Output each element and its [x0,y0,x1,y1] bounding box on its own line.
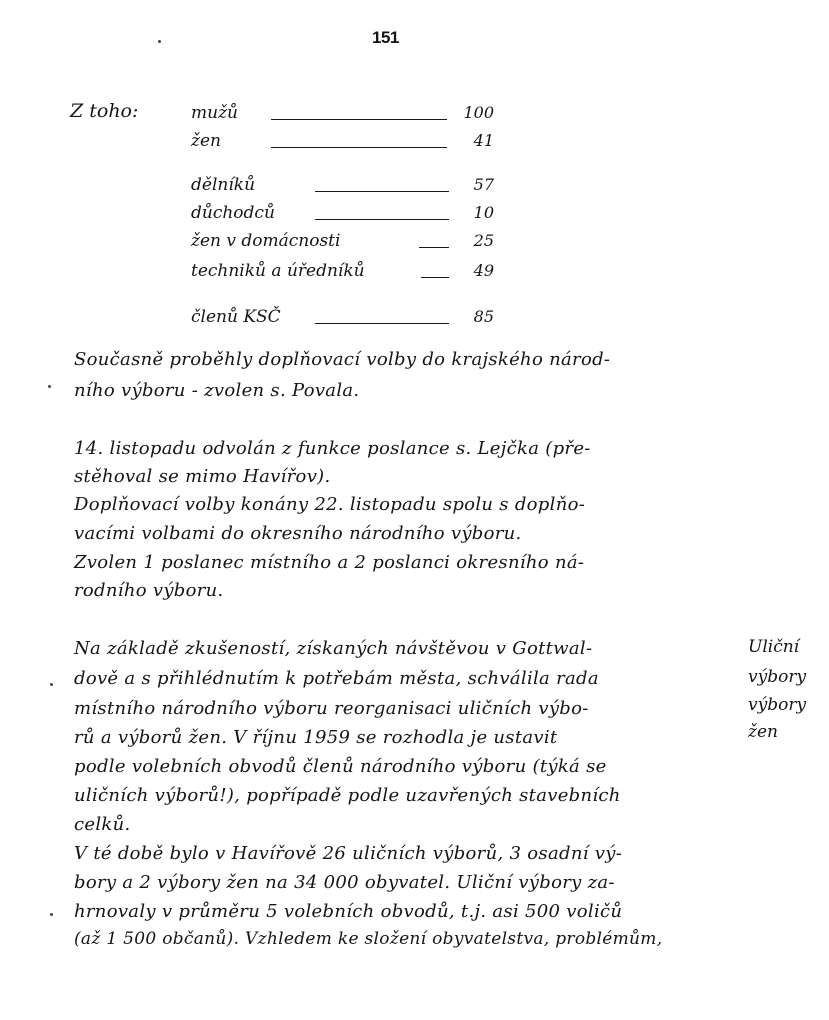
text-line: V té době bylo v Havířově 26 uličních výborů, 3 osadní vý- [74,843,623,864]
text-line: (až 1 500 občanů). Vzhledem ke složení obyvatelstva, problémům, [74,929,663,949]
scan-speck [50,913,53,916]
margin-note-line: Uliční [748,637,800,657]
scan-speck [50,683,53,686]
text-line: celků. [74,814,131,835]
stat-label: techniků a úředníků [191,261,365,281]
fill-line [315,219,449,220]
stat-label: důchodců [191,203,275,223]
stat-value: 57 [473,175,494,194]
scan-speck [48,385,51,388]
fill-line [271,147,447,148]
stat-label: žen [191,131,221,151]
stat-label: členů KSČ [191,307,281,327]
stat-label: žen v domácnosti [191,231,341,251]
text-line: ního výboru - zvolen s. Povala. [74,380,360,401]
text-line: 14. listopadu odvolán z funkce poslance s. Lejčka (pře- [74,438,591,459]
page-number: 151 [372,28,399,47]
margin-note-line: žen [748,722,778,742]
fill-line [419,247,449,248]
stat-value: 49 [473,261,494,280]
stat-value: 25 [473,231,494,250]
text-line: stěhoval se mimo Havířov). [74,466,331,487]
text-line: místního národního výboru reorganisaci uličních výbo- [74,698,589,719]
text-line: dově a s přihlédnutím k potřebám města, schválila rada [74,668,599,689]
text-line: podle volebních obvodů členů národního výboru (týká se [74,756,607,777]
margin-note-line: výbory [748,695,807,715]
scan-speck [158,40,161,43]
text-line: Doplňovací volby konány 22. listopadu spolu s doplňo- [74,494,586,515]
text-line: uličních výborů!), popřípadě podle uzavřených stavebních [74,785,621,806]
fill-line [271,119,447,120]
stat-value: 10 [473,203,494,222]
text-line: rů a výborů žen. V říjnu 1959 se rozhodla je ustavit [74,727,558,748]
stats-lead: Z toho: [70,100,139,122]
text-line: Zvolen 1 poslanec místního a 2 poslanci okresního ná- [74,552,585,573]
fill-line [315,191,449,192]
text-line: vacími volbami do okresního národního výboru. [74,523,522,544]
fill-line [315,323,449,324]
stat-value: 41 [473,131,494,150]
stat-value: 100 [463,103,494,122]
text-line: Současně proběhly doplňovací volby do krajského národ- [74,349,611,370]
text-line: Na základě zkušeností, získaných návštěvou v Gottwal- [74,638,593,659]
stat-label: mužů [191,103,238,123]
text-line: bory a 2 výbory žen na 34 000 obyvatel. Uliční výbory za- [74,872,615,893]
fill-line [421,277,449,278]
margin-note-line: výbory [748,667,807,687]
text-line: hrnovaly v průměru 5 volebních obvodů, t.j. asi 500 voličů [74,901,623,922]
stat-label: dělníků [191,175,256,195]
stat-value: 85 [473,307,494,326]
text-line: rodního výboru. [74,580,224,601]
